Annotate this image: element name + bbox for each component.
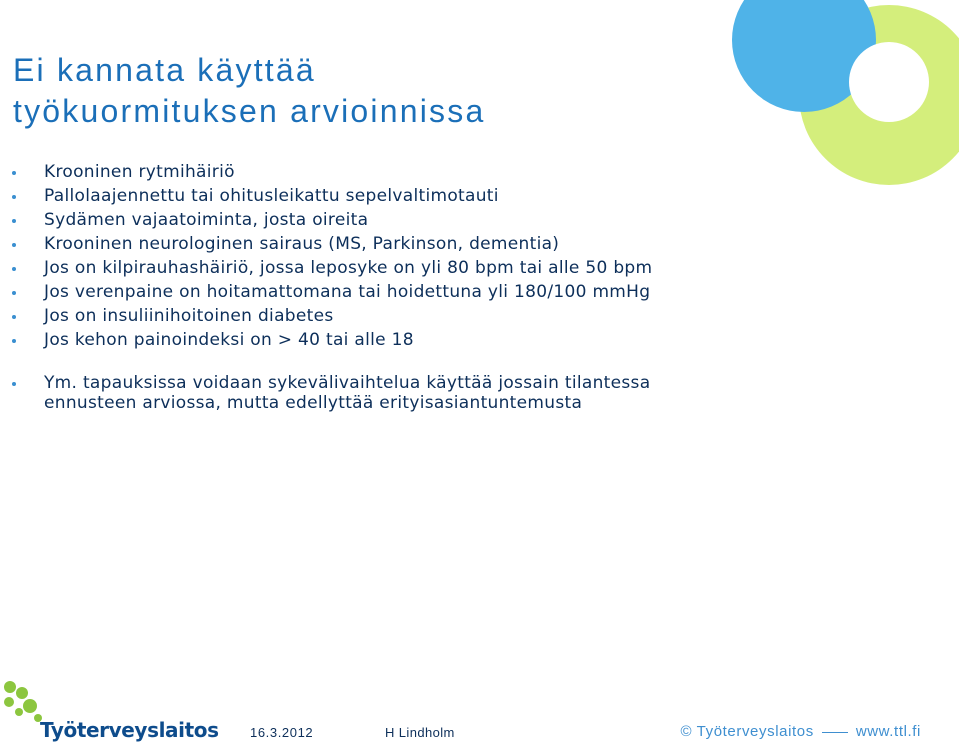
list-item: Krooninen rytmihäiriö bbox=[12, 162, 732, 183]
slide-author: H Lindholm bbox=[385, 725, 455, 740]
list-item: Pallolaajennettu tai ohitusleikattu sepelvaltimotauti bbox=[12, 186, 732, 207]
list-item: Jos kehon painoindeksi on > 40 tai alle 18 bbox=[12, 330, 732, 351]
bullet-icon bbox=[12, 339, 16, 343]
list-item: Ym. tapauksissa voidaan sykevälivaihtelua käyttää jossain tilantessa ennusteen arviossa, mutta edellyttää erityisasiantuntemusta bbox=[12, 373, 732, 413]
bullet-icon bbox=[12, 382, 16, 386]
bullet-icon bbox=[12, 219, 16, 223]
list-item: Sydämen vajaatoiminta, josta oireita bbox=[12, 210, 732, 231]
decorative-white-circle bbox=[849, 42, 929, 122]
title-line-2: työkuormituksen arvioinnissa bbox=[13, 93, 486, 129]
copyright-notice bbox=[681, 723, 921, 740]
bullet-icon bbox=[12, 315, 16, 319]
bullet-icon bbox=[12, 291, 16, 295]
decorative-circles bbox=[719, 0, 959, 200]
footer bbox=[0, 672, 959, 745]
bullet-icon bbox=[12, 243, 16, 247]
organization-logo bbox=[0, 678, 219, 742]
website-link[interactable]: www.ttl.fi bbox=[855, 723, 921, 740]
title-line-1: Ei kannata käyttää bbox=[13, 52, 316, 88]
list-item: Krooninen neurologinen sairaus (MS, Parkinson, dementia) bbox=[12, 234, 732, 255]
copyright-org: © Työterveyslaitos bbox=[680, 723, 814, 740]
list-item: Jos on kilpirauhashäiriö, jossa leposyke on yli 80 bpm tai alle 50 bpm bbox=[12, 258, 732, 279]
bullet-icon bbox=[12, 195, 16, 199]
list-item: Jos on insuliinihoitoinen diabetes bbox=[12, 306, 732, 327]
slide-date: 16.3.2012 bbox=[250, 725, 314, 740]
page-title bbox=[13, 50, 485, 132]
bullet-icon bbox=[12, 171, 16, 175]
separator-dash bbox=[822, 732, 848, 733]
logo-wordmark: Työterveyslaitos bbox=[40, 718, 219, 742]
list-item: Jos verenpaine on hoitamattomana tai hoidettuna yli 180/100 mmHg bbox=[12, 282, 732, 303]
bullet-list bbox=[12, 162, 732, 416]
bullet-icon bbox=[12, 267, 16, 271]
